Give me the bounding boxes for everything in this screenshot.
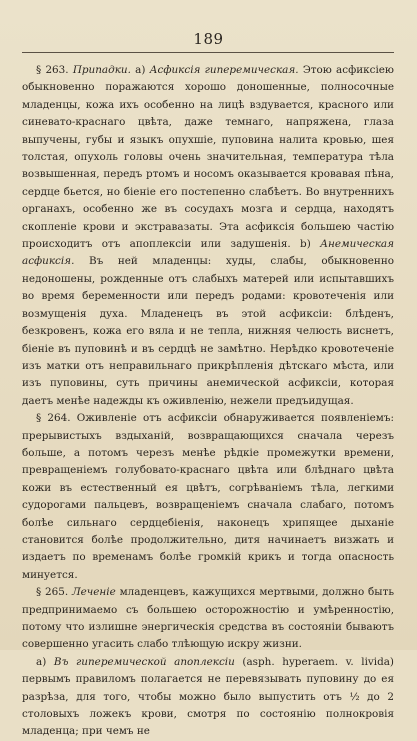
paragraph-text: Оживленіе отъ асфиксіи обнаруживается появленіемъ: прерывистыхъ вздыханій, возвращающихся сначала черезъ больше, а потомъ черезъ менѣе рѣдкіе промежутки времени, превращеніемъ голубовато-краснаго цвѣта или блѣднаго цвѣта кожи въ естественный ея цвѣтъ, согрѣваніемъ тѣла, легкими судорогами пальцевъ, возвращеніемъ сначала слабаго, потомъ болѣе сильнаго сердцебіенія, наконецъ хрипящее дыханіе становится болѣе продолжительно, дитя начинаетъ визжать и издаетъ по временамъ болѣе громкій крикъ и тогда опасность минуется. <box>22 412 394 581</box>
paragraph-text: младенцевъ, кажущихся мертвыми, должно быть предпринимаемо съ большею осторожностію и умѣренностію, потому что излишне энергическія средства въ состояніи бываютъ совершенно угасить слабо тлѣющую искру жизни. <box>22 586 394 651</box>
sub-label: a) <box>36 655 47 668</box>
section-number: § 263. <box>36 64 69 76</box>
sub-label: b) <box>300 238 311 251</box>
sub-heading: Анемическая асфиксія. <box>22 238 394 268</box>
section-number: § 264. <box>36 412 71 425</box>
paragraph-text: Этою асфиксіею обыкновенно поражаются хорошо доношенные, полносочные младенцы, кожа ихъ особенно на лицѣ вздувается, красного или синевато-краснаго цвѣта, даже темнаго, напряжена, глаза выпучены, губы и языкъ опухшіе, пуповина налита кровью, шея толстая, опухоль головы очень значительная, температура тѣла возвышенная, передъ ртомъ и носомъ оказывается кровавая пѣна, сердце бьется, но біеніе его постепенно слабѣетъ. Во внутреннихъ органахъ, особенно же въ сосудахъ мозга и сердца, находятъ скопленіе крови и экстравазаты. Эта асфиксія большею частію происходитъ отъ апоплексіи или задушенія. <box>22 64 394 251</box>
sub-heading: Въ гиперемической апоплексіи <box>53 655 235 668</box>
paragraph-text: (asph. hyperaem. v. livida) первымъ правиломъ полагается не перевязывать пуповину до ея разрѣза, для того, чтобы можно было выпустить отъ ½ до 2 столовыхъ ложекъ крови, смотря по состоянію полнокровія младенца; при чемъ не <box>22 655 394 738</box>
sub-label: a) <box>135 64 146 76</box>
sub-heading: Асфиксія гиперемическая. <box>149 64 299 76</box>
page-body <box>22 62 394 741</box>
section-number: § 265. <box>36 586 69 599</box>
section-title: Леченіе <box>71 586 116 599</box>
paragraph-264 <box>22 410 394 584</box>
paragraph-265 <box>22 584 394 654</box>
section-title: Припадки. <box>72 64 131 76</box>
paragraph-263 <box>22 62 394 410</box>
paragraph-265a <box>22 654 394 741</box>
page-number: 189 <box>193 30 224 48</box>
paragraph-text: Въ ней младенцы: худы, слабы, обыкновенно недоношены, рожденные отъ слабыхъ матерей или испытавшихъ во время беременности или передъ родами: кровотеченія или возмущенія духа. Младенецъ въ этой асфиксіи: блѣденъ, безкровенъ, кожа его вяла и не тепла, нижняя челюсть виснетъ, біеніе въ пуповинѣ и въ сердцѣ не замѣтно. Нерѣдко кровотеченіе изъ матки отъ неправильнаго прикрѣпленія дѣтскаго мѣста, или изъ пуповины, суть причины анемической асфиксіи, которая даетъ менѣе надежды къ оживленію, нежели предъидущая. <box>22 255 394 407</box>
header-rule <box>22 52 394 53</box>
